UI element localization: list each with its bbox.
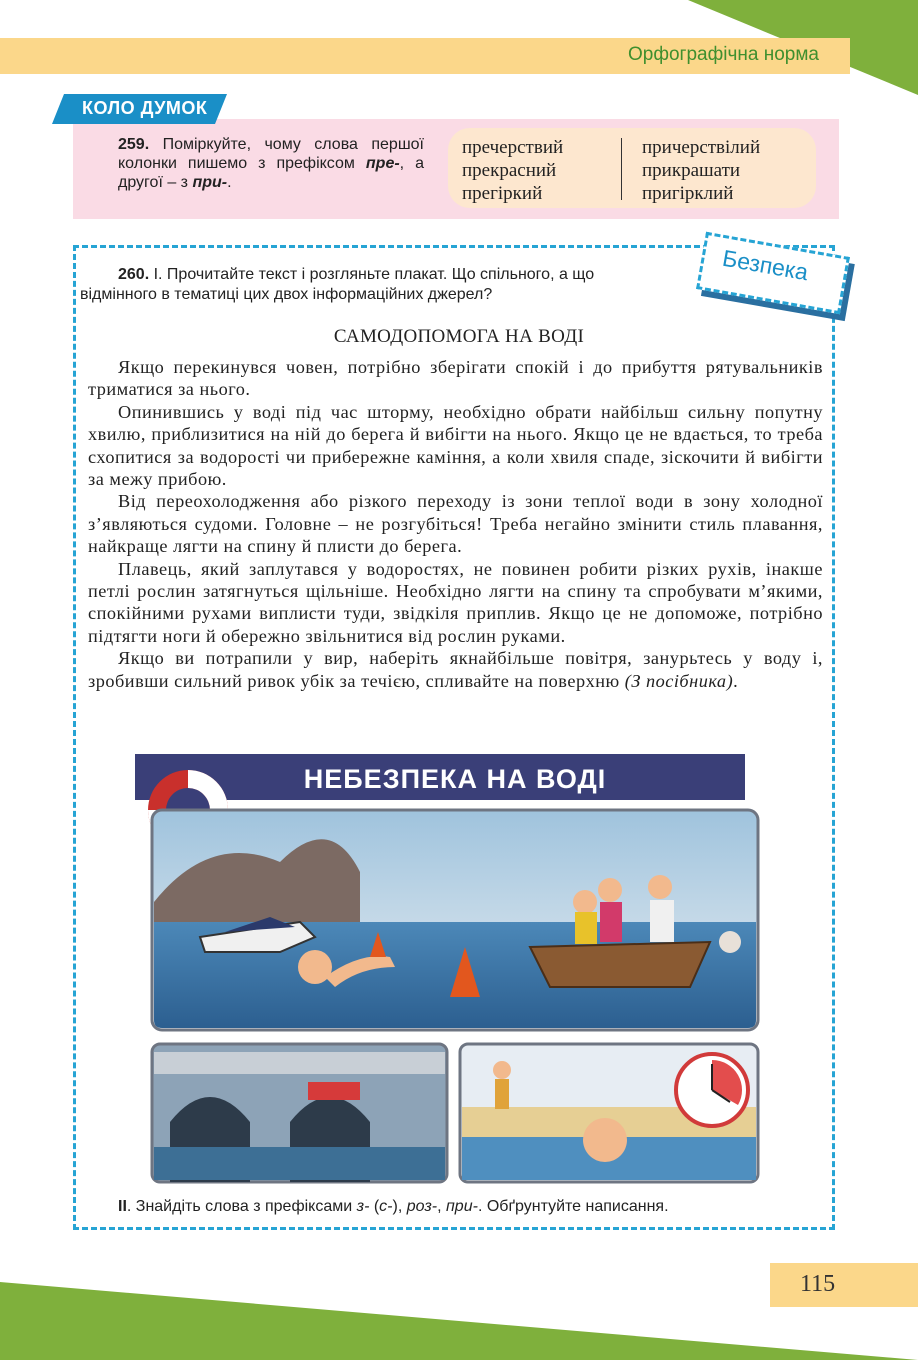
- word: прекрасний: [462, 160, 557, 181]
- safety-badge-label: Безпека: [720, 244, 811, 286]
- section-title: Орфографічна норма: [628, 44, 819, 65]
- paragraph: Якщо ви потрапили у вир, наберіть якнайбільше повітря, занурьтесь у воду і, зробивши сильний ривок убік за течією, спливайте на поверхню (З посібника).: [88, 648, 823, 691]
- exercise-number: 260.: [118, 266, 150, 283]
- warning-sign: [308, 1082, 360, 1100]
- source-citation: (З посібника): [624, 670, 734, 691]
- paragraph: Якщо перекинувся човен, потрібно зберігати спокій і до прибуття рятувальників триматися за нього.: [88, 357, 823, 400]
- exercise-260-task-2: II. Знайдіть слова з префіксами з- (с-), роз-, при-. Обґрунтуйте написання.: [118, 1198, 669, 1215]
- swimmer: [298, 950, 332, 984]
- paragraph: Опинившись у воді під час шторму, необхідно обрати найбільш сильну попутну хвилю, приблизитися на ній до берега й вибігти на нього. Якщо це не вдається, то треба схопитися за водорості чи прибережне каміння, а коли хвиля спаде, зіскочити й вибігти за межу прибою.: [88, 401, 823, 490]
- exercise-260-instruction: 260. І. Прочитайте текст і розгляньте плакат. Що спільного, а що відмінного в тематиці цих двох інформаційних джерел?: [80, 266, 595, 303]
- water-danger-poster: [130, 752, 775, 1187]
- person-in-water: [583, 1118, 627, 1162]
- page-number: 115: [800, 1271, 836, 1297]
- kolo-dumok-label: КОЛО ДУМОК: [82, 98, 208, 118]
- text-body: [88, 356, 823, 692]
- paragraph: Плавець, який заплутався у водоростях, не повинен робити різких рухів, інакше петлі рослин затягнуться щільніше. Необхідно лягти на спину та спробувати м’якими, спокійними рухами виплисти туди, звідкіля приплив. Якщо це не допоможе, потрібно підтягти ноги й обережно звільнитися від рослин руками.: [88, 558, 823, 646]
- exercise-259-instruction: 259. Поміркуйте, чому слова першої колонки пишемо з префіксом пре-, а другої – з при-.: [118, 136, 425, 191]
- column-divider: [621, 138, 622, 200]
- rowboat: [530, 942, 710, 987]
- word: прикрашати: [642, 160, 741, 181]
- word: причерствілий: [642, 137, 761, 158]
- word: пригірклий: [642, 183, 734, 204]
- page-number-box: [770, 1263, 918, 1307]
- paragraph: Від переохолодження або різкого переходу із зони теплої води в зону холодної з’являються судоми. Головне – не розгубіться! Треба негайно змінити стиль плавання, найкраще лягти на спину й плисти до берега.: [88, 491, 823, 557]
- clock-icon: [676, 1054, 748, 1126]
- poster-title: НЕБЕЗПЕКА НА ВОДІ: [303, 764, 607, 794]
- word-column-pry: [642, 136, 760, 205]
- exercise-number: 259.: [118, 136, 150, 153]
- word: прегіркий: [462, 183, 543, 204]
- word-column-pre: [462, 136, 563, 205]
- text-title: САМОДОПОМОГА НА ВОДІ: [333, 326, 585, 347]
- word: пречерствий: [462, 137, 564, 158]
